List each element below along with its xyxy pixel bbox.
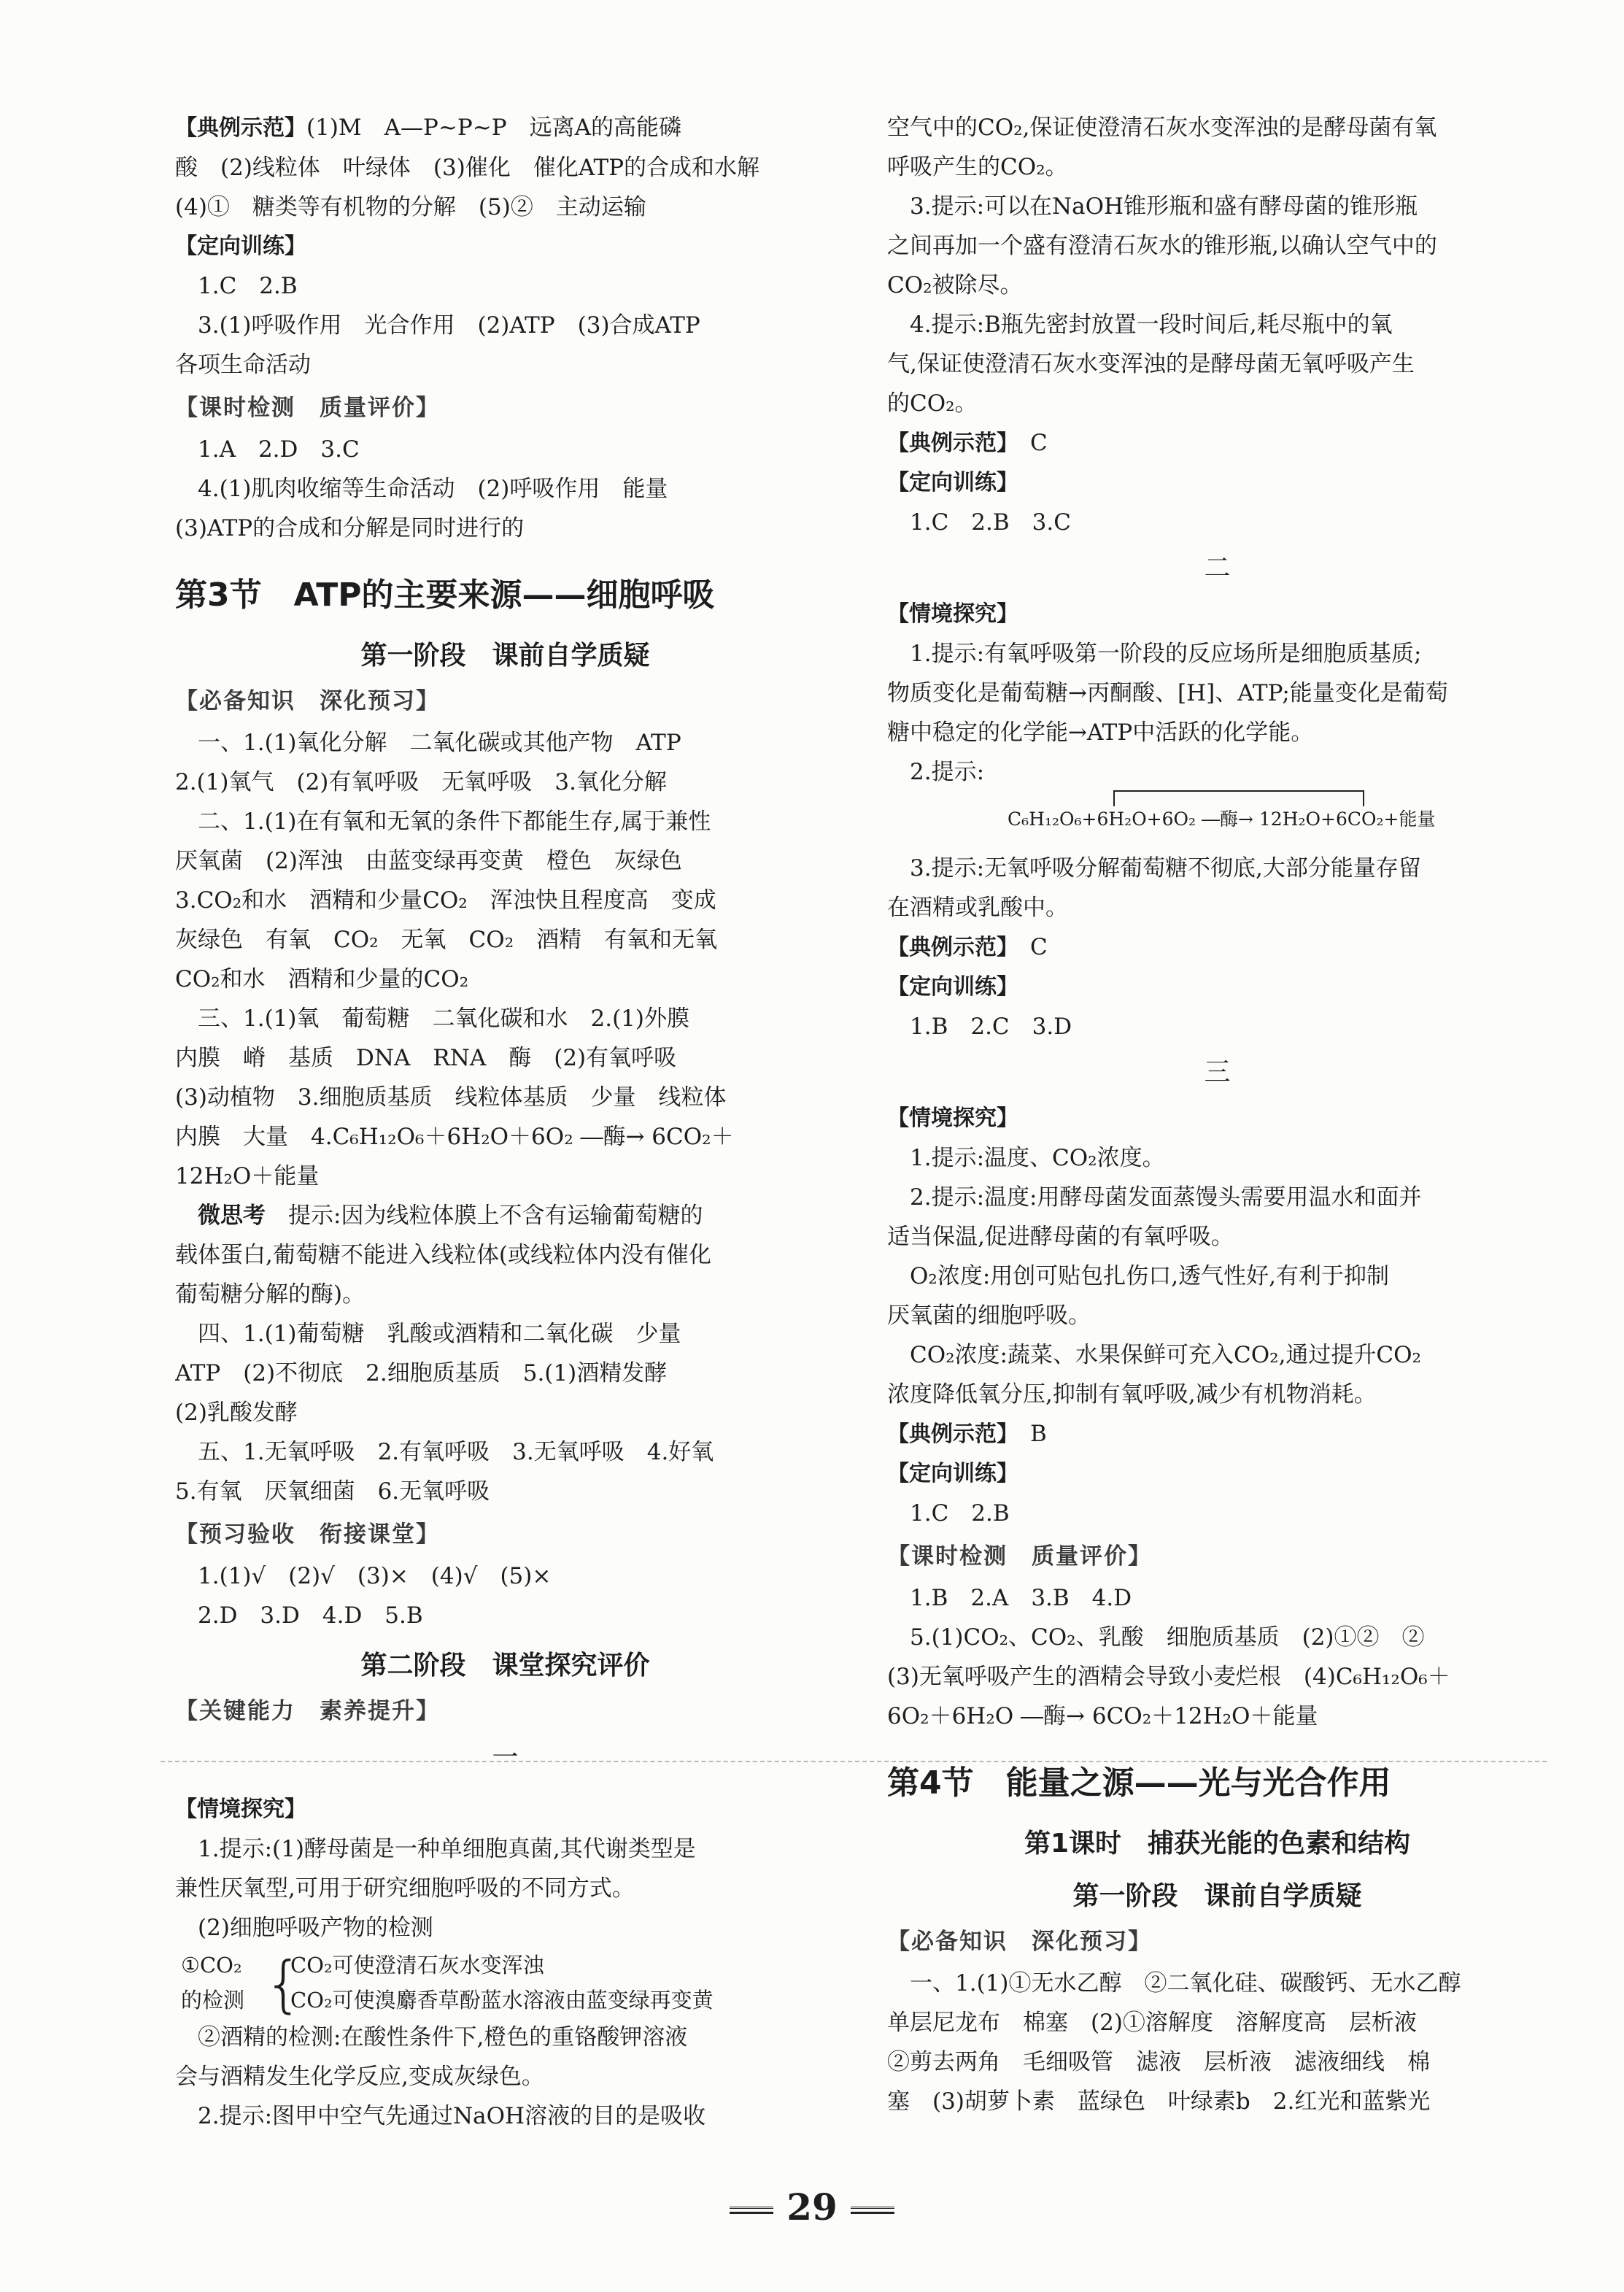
text-line: 5.(1)CO₂、CO₂、乳酸 细胞质基质 (2)①② ②	[910, 1624, 1425, 1651]
text-line: 3.(1)呼吸作用 光合作用 (2)ATP (3)合成ATP	[198, 312, 700, 339]
section-bar: 【关键能力 素养提升】	[175, 1698, 440, 1724]
reaction-bracket	[1113, 790, 1364, 806]
text-line: 的CO₂。	[887, 390, 978, 417]
lesson-heading: 第1课时 捕获光能的色素和结构	[1024, 1829, 1411, 1859]
section-heading: 第3节 ATP的主要来源——细胞呼吸	[175, 576, 715, 614]
text-line: 单层尼龙布 棉塞 (2)①溶解度 溶解度高 层析液	[887, 2010, 1417, 2036]
text-line: 糖中稳定的化学能→ATP中活跃的化学能。	[887, 719, 1314, 746]
text-line: 2.提示:温度:用酵母菌发面蒸馒头需要用温水和面并	[910, 1184, 1422, 1211]
text-line: ②酒精的检测:在酸性条件下,橙色的重铬酸钾溶液	[198, 2024, 688, 2050]
brace-symbol: {	[264, 1948, 303, 2020]
text-line: CO₂被除尽。	[887, 272, 1023, 298]
section-tag: 【定向训练】	[887, 470, 1018, 495]
text-line: O₂浓度:用创可贴包扎伤口,透气性好,有利于抑制	[910, 1263, 1389, 1289]
text-line: 1.提示:有氧呼吸第一阶段的反应场所是细胞质基质;	[910, 641, 1422, 667]
section-bar: 【课时检测 质量评价】	[175, 395, 440, 421]
text-line: (2)细胞呼吸产物的检测	[198, 1915, 433, 1941]
stage-heading: 第二阶段 课堂探究评价	[360, 1651, 650, 1681]
stage-heading: 第一阶段 课前自学质疑	[360, 641, 650, 671]
text-line: 3.提示:可以在NaOH锥形瓶和盛有酵母菌的锥形瓶	[910, 193, 1418, 220]
text-line: (3)无氧呼吸产生的酒精会导致小麦烂根 (4)C₆H₁₂O₆＋	[887, 1664, 1450, 1690]
part-number: 二	[1204, 553, 1231, 583]
text-line: (3)ATP的合成和分解是同时进行的	[175, 515, 525, 541]
text-line: 一、1.(1)①无水乙醇 ②二氧化硅、碳酸钙、无水乙醇	[910, 1970, 1461, 1996]
text-line: 6O₂＋6H₂O ―酶→ 6CO₂＋12H₂O＋能量	[887, 1703, 1318, 1729]
section-tag: 【情境探究】	[175, 1797, 306, 1822]
text-line: 2.(1)氧气 (2)有氧呼吸 无氧呼吸 3.氧化分解	[175, 769, 667, 795]
text-line: 内膜 嵴 基质 DNA RNA 酶 (2)有氧呼吸	[175, 1045, 677, 1071]
text-line: 1.A 2.D 3.C	[198, 436, 360, 463]
footer-rule	[851, 2207, 894, 2214]
text-line: 之间再加一个盛有澄清石灰水的锥形瓶,以确认空气中的	[887, 233, 1437, 259]
text-line: 1.C 2.B	[198, 273, 298, 299]
text-line: 【典例示范】 C	[887, 430, 1048, 456]
text-line: 2.提示:	[910, 759, 985, 785]
text-line: 兼性厌氧型,可用于研究细胞呼吸的不同方式。	[175, 1875, 635, 1902]
section-tag: 【定向训练】	[175, 234, 306, 259]
section-bar: 【课时检测 质量评价】	[887, 1543, 1152, 1570]
text-line: CO₂和水 酒精和少量的CO₂	[175, 966, 469, 992]
text-line: 2.提示:图甲中空气先通过NaOH溶液的目的是吸收	[198, 2103, 706, 2129]
text-line: 塞 (3)胡萝卜素 蓝绿色 叶绿素b 2.红光和蓝紫光	[887, 2088, 1431, 2115]
text-line: 在酒精或乳酸中。	[887, 895, 1068, 921]
text-line: 酸 (2)线粒体 叶绿体 (3)催化 催化ATP的合成和水解	[175, 155, 760, 181]
text-line: CO₂浓度:蔬菜、水果保鲜可充入CO₂,通过提升CO₂	[910, 1342, 1421, 1368]
text-line: 一、1.(1)氧化分解 二氧化碳或其他产物 ATP	[198, 730, 681, 756]
text-line: 1.提示:(1)酵母菌是一种单细胞真菌,其代谢类型是	[198, 1836, 696, 1862]
part-number: 一	[492, 1743, 519, 1772]
text-line: 五、1.无氧呼吸 2.有氧呼吸 3.无氧呼吸 4.好氧	[198, 1439, 714, 1465]
text-line: 葡萄糖分解的酶)。	[175, 1281, 366, 1308]
text-line: 的检测 CO₂可使溴麝香草酚蓝水溶液由蓝变绿再变黄	[181, 1988, 714, 2013]
text-line: 气,保证使澄清石灰水变浑浊的是酵母菌无氧呼吸产生	[887, 351, 1415, 377]
text-line: 12H₂O＋能量	[175, 1163, 320, 1189]
section-tag: 【定向训练】	[887, 1461, 1018, 1486]
text-line: 5.有氧 厌氧细菌 6.无氧呼吸	[175, 1478, 490, 1505]
text-line: 【典例示范】 C	[887, 934, 1048, 960]
text-line: ATP (2)不彻底 2.细胞质基质 5.(1)酒精发酵	[175, 1360, 668, 1386]
text-line: 内膜 大量 4.C₆H₁₂O₆＋6H₂O＋6O₂ ―酶→ 6CO₂＋	[175, 1124, 734, 1150]
text-line: 会与酒精发生化学反应,变成灰绿色。	[175, 2064, 544, 2090]
text-line: 3.提示:无氧呼吸分解葡萄糖不彻底,大部分能量存留	[910, 855, 1421, 881]
text-line: 载体蛋白,葡萄糖不能进入线粒体(或线粒体内没有催化	[175, 1242, 711, 1268]
section-bar: 【预习验收 衔接课堂】	[175, 1521, 440, 1548]
text-line: 1.B 2.A 3.B 4.D	[910, 1585, 1132, 1611]
fold-divider	[161, 1761, 1547, 1762]
section-bar: 【必备知识 深化预习】	[887, 1929, 1152, 1955]
text-line: 空气中的CO₂,保证使澄清石灰水变浑浊的是酵母菌有氧	[887, 115, 1437, 141]
stage-heading: 第一阶段 课前自学质疑	[1072, 1881, 1362, 1911]
text-line: 四、1.(1)葡萄糖 乳酸或酒精和二氧化碳 少量	[198, 1321, 681, 1347]
text-line: (3)动植物 3.细胞质基质 线粒体基质 少量 线粒体	[175, 1084, 727, 1111]
text-line: 【典例示范】 B	[887, 1421, 1047, 1447]
footer-rule	[730, 2207, 773, 2214]
right-column	[887, 108, 1547, 2121]
text-line: (4)① 糖类等有机物的分解 (5)② 主动运输	[175, 194, 646, 220]
text-line: 厌氧菌的细胞呼吸。	[887, 1303, 1091, 1329]
text-line: 1.B 2.C 3.D	[910, 1014, 1072, 1040]
text-line: 1.提示:温度、CO₂浓度。	[910, 1145, 1165, 1171]
section-tag: 【情境探究】	[887, 601, 1018, 627]
text-line: 呼吸产生的CO₂。	[887, 154, 1068, 180]
section-tag: 【典例示范】	[175, 115, 306, 141]
text-line: 【典例示范】(1)M A—P~P~P 远离A的高能磷	[175, 115, 681, 141]
section-tag: 【情境探究】	[887, 1106, 1018, 1131]
micro-think-label: 微思考	[198, 1203, 266, 1229]
text-line: 三、1.(1)氧 葡萄糖 二氧化碳和水 2.(1)外膜	[198, 1006, 689, 1032]
section-tag: 【定向训练】	[887, 974, 1018, 1000]
page-number: 29	[786, 2185, 838, 2229]
section-heading: 第4节 能量之源——光与光合作用	[887, 1764, 1391, 1802]
text-line: (2)乳酸发酵	[175, 1400, 298, 1426]
text-line: 3.CO₂和水 酒精和少量CO₂ 浑浊快且程度高 变成	[175, 887, 716, 914]
text-line: 物质变化是葡萄糖→丙酮酸、[H]、ATP;能量变化是葡萄	[887, 680, 1448, 706]
text-line: 适当保温,促进酵母菌的有氧呼吸。	[887, 1224, 1234, 1250]
text-line: 4.(1)肌肉收缩等生命活动 (2)呼吸作用 能量	[198, 476, 668, 502]
text-line: ①CO₂ CO₂可使澄清石灰水变浑浊	[181, 1953, 544, 1977]
left-column	[175, 108, 835, 2136]
text-line: 1.C 2.B 3.C	[910, 509, 1071, 536]
text-line: 1.(1)√ (2)√ (3)× (4)√ (5)×	[198, 1563, 552, 1589]
section-bar: 【必备知识 深化预习】	[175, 688, 440, 714]
text-line: 2.D 3.D 4.D 5.B	[198, 1602, 423, 1629]
text-line: 浓度降低氧分压,抑制有氧呼吸,减少有机物消耗。	[887, 1381, 1377, 1408]
text-line: 1.C 2.B	[910, 1500, 1010, 1527]
text-line: 二、1.(1)在有氧和无氧的条件下都能生存,属于兼性	[198, 809, 711, 835]
reaction-equation: C₆H₁₂O₆+6H₂O+6O₂ ―酶→ 12H₂O+6CO₂+能量	[887, 805, 1547, 834]
text-line: 4.提示:B瓶先密封放置一段时间后,耗尽瓶中的氧	[910, 312, 1393, 338]
text-line: ②剪去两角 毛细吸管 滤液 层析液 滤液细线 棉	[887, 2049, 1430, 2075]
text-line: 厌氧菌 (2)浑浊 由蓝变绿再变黄 橙色 灰绿色	[175, 848, 682, 874]
part-number: 三	[1204, 1057, 1231, 1087]
text-line: 微思考 提示:因为线粒体膜上不含有运输葡萄糖的	[198, 1203, 703, 1229]
detection-brace-block	[175, 1948, 835, 2018]
text-line: 各项生命活动	[175, 352, 311, 378]
page-footer	[0, 2182, 1624, 2233]
text-line: 灰绿色 有氧 CO₂ 无氧 CO₂ 酒精 有氧和无氧	[175, 927, 718, 953]
